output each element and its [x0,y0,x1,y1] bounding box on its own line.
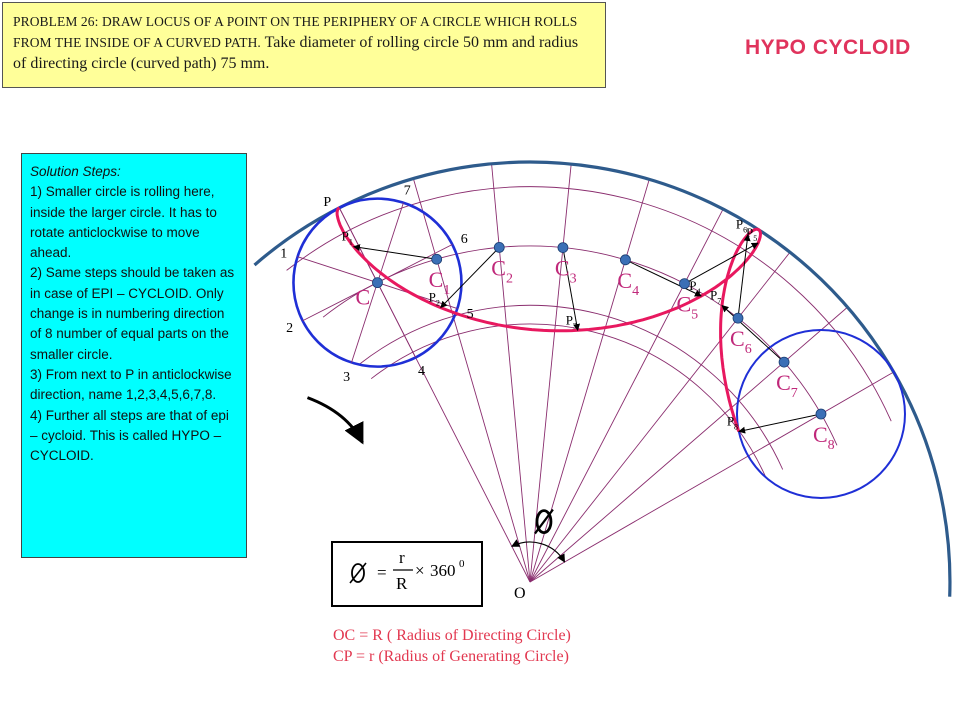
center-point-6 [733,313,743,323]
step-2: 2) Same steps should be taken as in case of EPI – CYCLOID. Only change is in numbering direction of 8 number of equal parts on the smaller circle. [30,265,235,362]
locus-arrow [354,247,437,260]
locus-label-3: $P_3$ [565,312,577,331]
center-label-1: $C_1$ [428,267,451,299]
radial-line [530,252,790,582]
radial-line [530,307,848,582]
division-label-2: 2 [286,321,294,337]
center-label-5: $C_5$ [676,291,699,323]
formula-superscript: 0 [459,558,465,570]
locus-label-8: $P_8$ [726,413,739,432]
locus-label-7: $P_7$ [710,287,722,306]
construction-arc [287,187,892,422]
locus-label-1: $P_1$ [341,228,353,247]
division-label-3: 3 [343,369,351,385]
directing-circle-arc [255,162,950,597]
step-3: 3) From next to P in anticlockwise direction, name 1,2,3,4,5,6,7,8. [30,366,232,403]
center-label-3: $C_3$ [554,255,577,287]
radial-line [530,179,649,582]
point-p-label: P [323,194,332,210]
center-point-3 [558,243,568,253]
radial-line [413,179,530,582]
division-label-7: 7 [403,183,411,199]
center-label-7: $C_7$ [776,370,798,402]
construction-arc [323,246,837,445]
formula-denominator: R [396,574,408,593]
center-point-1 [432,254,442,264]
locus-label-5: $P_5$ [746,225,758,244]
formula-value: 360 [430,561,456,580]
problem-caps-text: PROBLEM 26: DRAW LOCUS OF A POINT ON THE PERIPHERY OF A CIRCLE WHICH ROLLS FROM THE INSIDE OF A CURVED PATH. [13,14,578,50]
center-point-7 [779,357,789,367]
division-label-1: 1 [280,246,288,262]
radial-line [492,164,530,582]
center-point [372,278,382,288]
locus-label-4: $P_4$ [689,277,701,296]
steps-heading: Solution Steps: [30,164,121,179]
center-point-8 [816,409,826,419]
center-label-4: $C_4$ [617,267,640,299]
center-label-2: $C_2$ [491,255,513,287]
division-label-6: 6 [460,232,468,248]
center-label-8: $C_8$ [812,422,835,453]
formula-numerator: r [399,548,405,567]
formula-times: × [415,561,425,580]
center-point-5 [679,279,689,289]
step-4: 4) Further all steps are that of epi – cycloid. This is called HYPO – CYCLOID. [30,407,229,464]
formula-equals: = [377,563,387,582]
rotation-arrow [307,398,362,443]
center-point-4 [620,255,630,265]
center-point-2 [494,242,504,252]
step-1: 1) Smaller circle is rolling here, inside the larger circle. It has to rotate anticlockwise to move ahead. [30,184,217,261]
locus-arrow [739,414,821,431]
legend-line-2: CP = r (Radius of Generating Circle) [333,648,569,665]
division-label-4: 4 [417,363,425,379]
center-label-6: $C_6$ [730,326,752,358]
locus-label-2: $P_2$ [428,289,440,308]
legend-line-1: OC = R ( Radius of Directing Circle) [333,627,571,644]
page-title: HYPO CYCLOID [745,36,911,59]
directing-circle [255,162,950,597]
origin-label: O [514,585,526,602]
center-c-label: C [355,284,371,310]
locus-label-6: $P_6$ [735,216,748,235]
problem-normal-text: Take diameter of rolling circle 50 mm and radius of directing circle (curved path) 75 mm. [13,34,579,72]
division-label-5: 5 [466,306,474,322]
